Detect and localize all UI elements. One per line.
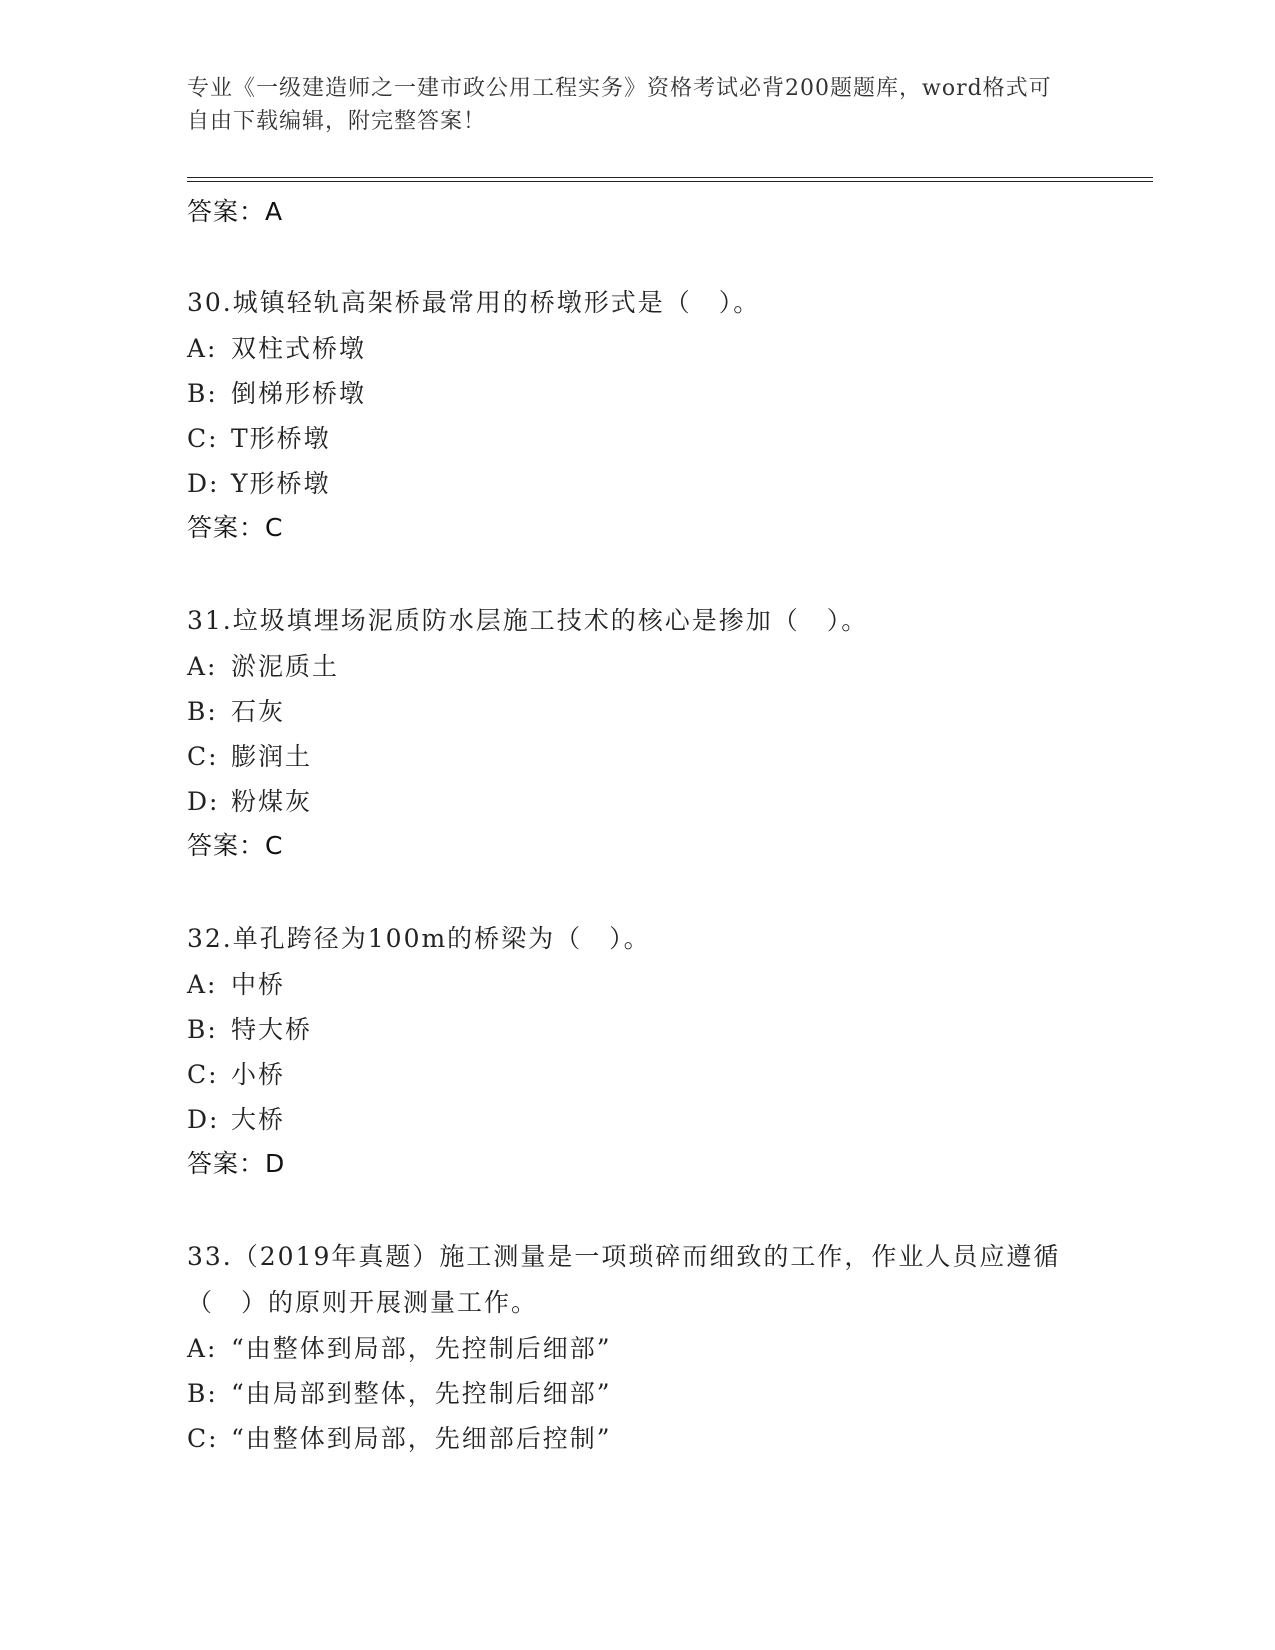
answer: 答案：D — [187, 1149, 286, 1178]
option-b: B: 石灰 — [187, 697, 286, 726]
option-d: D: 大桥 — [187, 1105, 286, 1134]
option-a: A: 淤泥质土 — [187, 652, 340, 681]
option-b: B: 特大桥 — [187, 1015, 313, 1044]
question-31 — [187, 598, 1087, 868]
question-stem: 32.单孔跨径为100m的桥梁为（ ）。 — [187, 924, 651, 953]
answer: 答案：C — [187, 831, 284, 860]
option-a: A: 双柱式桥墩 — [187, 334, 367, 363]
option-a: A: 中桥 — [187, 970, 286, 999]
option-c: C: 膨润土 — [187, 742, 313, 771]
previous-answer: 答案：A — [187, 197, 284, 226]
option-c: C: “由整体到局部，先细部后控制” — [187, 1424, 612, 1453]
question-stem: 33.（2019年真题）施工测量是一项琐碎而细致的工作，作业人员应遵循（ ）的原则开展测量工作。 — [187, 1242, 1061, 1317]
option-c: C: T形桥墩 — [187, 424, 331, 453]
question-list — [187, 190, 1087, 1461]
question-stem: 31.垃圾填埋场泥质防水层施工技术的核心是掺加（ ）。 — [187, 606, 869, 635]
question-32 — [187, 916, 1087, 1186]
question-stem: 30.城镇轻轨高架桥最常用的桥墩形式是（ ）。 — [187, 288, 761, 317]
option-b: B: 倒梯形桥墩 — [187, 379, 367, 408]
document-header: 专业《一级建造师之一建市政公用工程实务》资格考试必背200题题库，word格式可自由下载编辑，附完整答案！ — [187, 76, 1052, 134]
option-c: C: 小桥 — [187, 1060, 286, 1089]
question-30 — [187, 280, 1087, 550]
question-33 — [187, 1234, 1087, 1461]
option-b: B: “由局部到整体，先控制后细部” — [187, 1379, 612, 1408]
header-rule-bottom — [187, 181, 1153, 182]
option-d: D: 粉煤灰 — [187, 787, 313, 816]
option-a: A: “由整体到局部，先控制后细部” — [187, 1334, 612, 1363]
option-d: D: Y形桥墩 — [187, 469, 331, 498]
answer: 答案：C — [187, 513, 284, 542]
header-rule-top — [187, 177, 1153, 178]
